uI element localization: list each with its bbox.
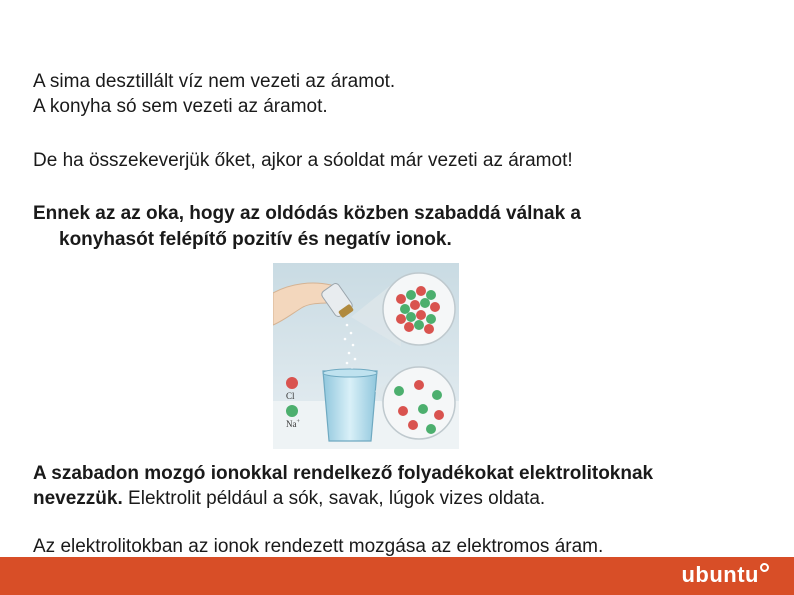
circle-of-friends-icon xyxy=(760,563,769,572)
legend-cl-dot xyxy=(286,377,298,389)
legend-cl-label: Cl xyxy=(286,391,295,401)
legend-na-dot xyxy=(286,405,298,417)
text-line-reason: Ennek az az oka, hogy az oldódás közben szabaddá válnak a xyxy=(33,203,582,224)
text-line-saline-solution: De ha összekeverjük őket, ajkor a sóoldat már vezeti az áramot! xyxy=(33,150,573,171)
text-line-reason-cont: konyhasót felépítő pozitív és negatív ionok. xyxy=(59,229,452,250)
footer-bar xyxy=(0,557,794,595)
ubuntu-logo xyxy=(681,562,768,588)
text-electrolyte-examples xyxy=(33,487,545,511)
text-line-table-salt: A konyha só sem vezeti az áramot. xyxy=(33,96,328,117)
water-glass xyxy=(323,369,377,441)
zoom-circle-solution xyxy=(383,367,455,439)
text-electrolyte-example-list: Elektrolit például a sók, savak, lúgok vizes oldata. xyxy=(122,488,546,509)
text-electrolyte-definition: A szabadon mozgó ionokkal rendelkező folyadékokat elektrolitoknak xyxy=(33,463,654,484)
ubuntu-logo-text: ubuntu xyxy=(681,562,759,587)
text-electrolyte-nevezzuk: nevezzük. xyxy=(33,488,123,509)
dissolving-salt-illustration xyxy=(273,263,459,449)
zoom-circle-crystal xyxy=(383,273,455,345)
legend-na-label: Na+ xyxy=(286,419,300,429)
text-line-distilled-water: A sima desztillált víz nem vezeti az áramot. xyxy=(33,71,396,92)
illustration-svg xyxy=(273,263,459,449)
text-current-definition: Az elektrolitokban az ionok rendezett mozgása az elektromos áram. xyxy=(33,536,604,557)
